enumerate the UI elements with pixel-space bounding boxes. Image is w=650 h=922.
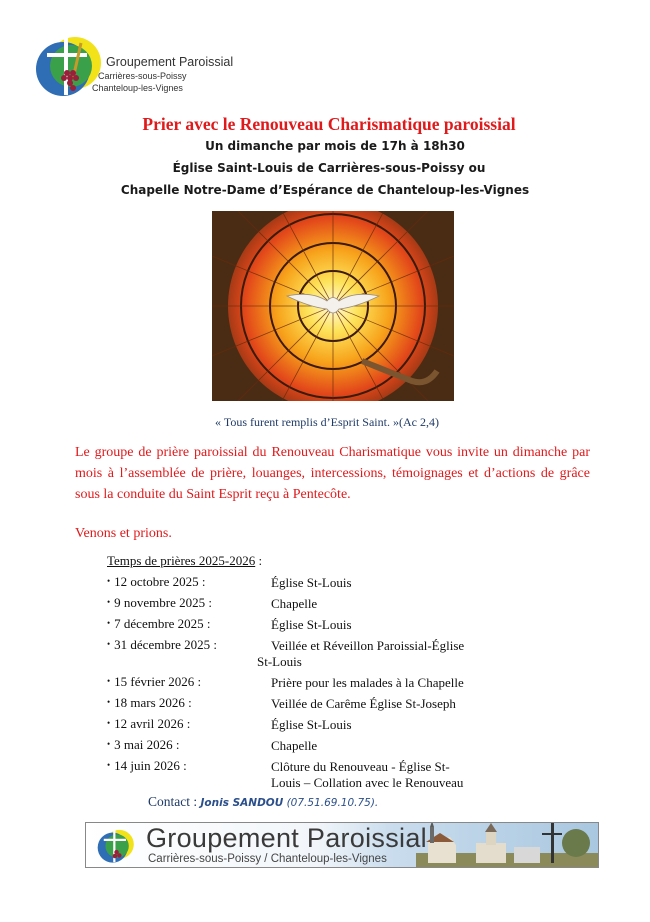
logo-subtitle-line2: Chanteloup-les-Vignes <box>92 83 183 93</box>
schedule-place: Chapelle <box>271 738 318 753</box>
schedule-place: Prière pour les malades à la Chapelle <box>271 675 464 690</box>
schedule-place-continuation: Louis – Collation avec le Renouveau <box>271 775 464 790</box>
schedule-date: 12 octobre 2025 : <box>114 574 206 589</box>
logo-title: Groupement Paroissial <box>106 55 234 69</box>
bullet-icon: • <box>107 639 111 649</box>
schedule-date: 31 décembre 2025 : <box>114 637 218 652</box>
location-line-2: Chapelle Notre-Dame d’Espérance de Chanteloup-les-Vignes <box>120 183 530 197</box>
page-title: Prier avec le Renouveau Charismatique paroissial <box>142 114 516 134</box>
schedule-place-continuation: St-Louis <box>257 654 302 669</box>
footer-banner <box>85 822 599 868</box>
intro-paragraph: Le groupe de prière paroissial du Renouveau Charismatique vous invite un dimanche par mois à l’assemblée de prière, louanges, intercessions, témoignages et d’actions de grâce sous la conduite du Saint Esprit reçu à Pentecôte. <box>75 445 590 502</box>
schedule-place: Clôture du Renouveau - Église St- <box>271 759 450 774</box>
schedule-heading <box>107 553 262 569</box>
schedule-date: 15 février 2026 : <box>114 674 202 689</box>
schedule-heading-colon: : <box>255 553 263 568</box>
schedule-heading-text: Temps de prières 2025-2026 <box>107 553 256 568</box>
closing-line: Venons et prions. <box>75 526 172 541</box>
churches-landscape-image <box>416 823 599 868</box>
contact-line <box>148 794 378 810</box>
location-line-1: Église Saint-Louis de Carrières-sous-Poissy ou <box>172 161 486 175</box>
schedule-date: 3 mai 2026 : <box>114 737 180 752</box>
bullet-icon: • <box>107 697 111 707</box>
stained-glass-dove-image <box>212 211 454 401</box>
bullet-icon: • <box>107 597 111 607</box>
bullet-icon: • <box>107 576 111 586</box>
banner-subtitle: Carrières-sous-Poissy / Chanteloup-les-Vignes <box>148 853 387 865</box>
schedule-place: Église St-Louis <box>271 617 352 632</box>
schedule-date: 18 mars 2026 : <box>114 695 192 710</box>
schedule-date: 7 décembre 2025 : <box>114 616 211 631</box>
schedule-date: 12 avril 2026 : <box>114 716 191 731</box>
schedule-place: Veillée de Carême Église St-Joseph <box>271 696 456 711</box>
schedule-date: 9 novembre 2025 : <box>114 595 212 610</box>
logo-subtitle-line1: Carrières-sous-Poissy <box>98 71 187 81</box>
schedule-date: 14 juin 2026 : <box>114 758 187 773</box>
schedule-place: Église St-Louis <box>271 717 352 732</box>
parish-logo-icon <box>96 827 136 865</box>
contact-phone: (07.51.69.10.75). <box>283 797 379 809</box>
bible-quote-caption: « Tous furent remplis d’Esprit Saint. »(Ac 2,4) <box>215 415 439 429</box>
bullet-icon: • <box>107 739 111 749</box>
schedule-place: Église St-Louis <box>271 575 352 590</box>
bullet-icon: • <box>107 676 111 686</box>
banner-title: Groupement Paroissial <box>146 823 427 853</box>
schedule-place: Veillée et Réveillon Paroissial-Église <box>271 638 465 653</box>
schedule-summary: Un dimanche par mois de 17h à 18h30 <box>205 139 465 153</box>
schedule-place: Chapelle <box>271 596 318 611</box>
contact-label: Contact : <box>148 794 201 809</box>
contact-name: Jonis SANDOU <box>200 797 284 809</box>
bullet-icon: • <box>107 718 111 728</box>
bullet-icon: • <box>107 760 111 770</box>
bullet-icon: • <box>107 618 111 628</box>
